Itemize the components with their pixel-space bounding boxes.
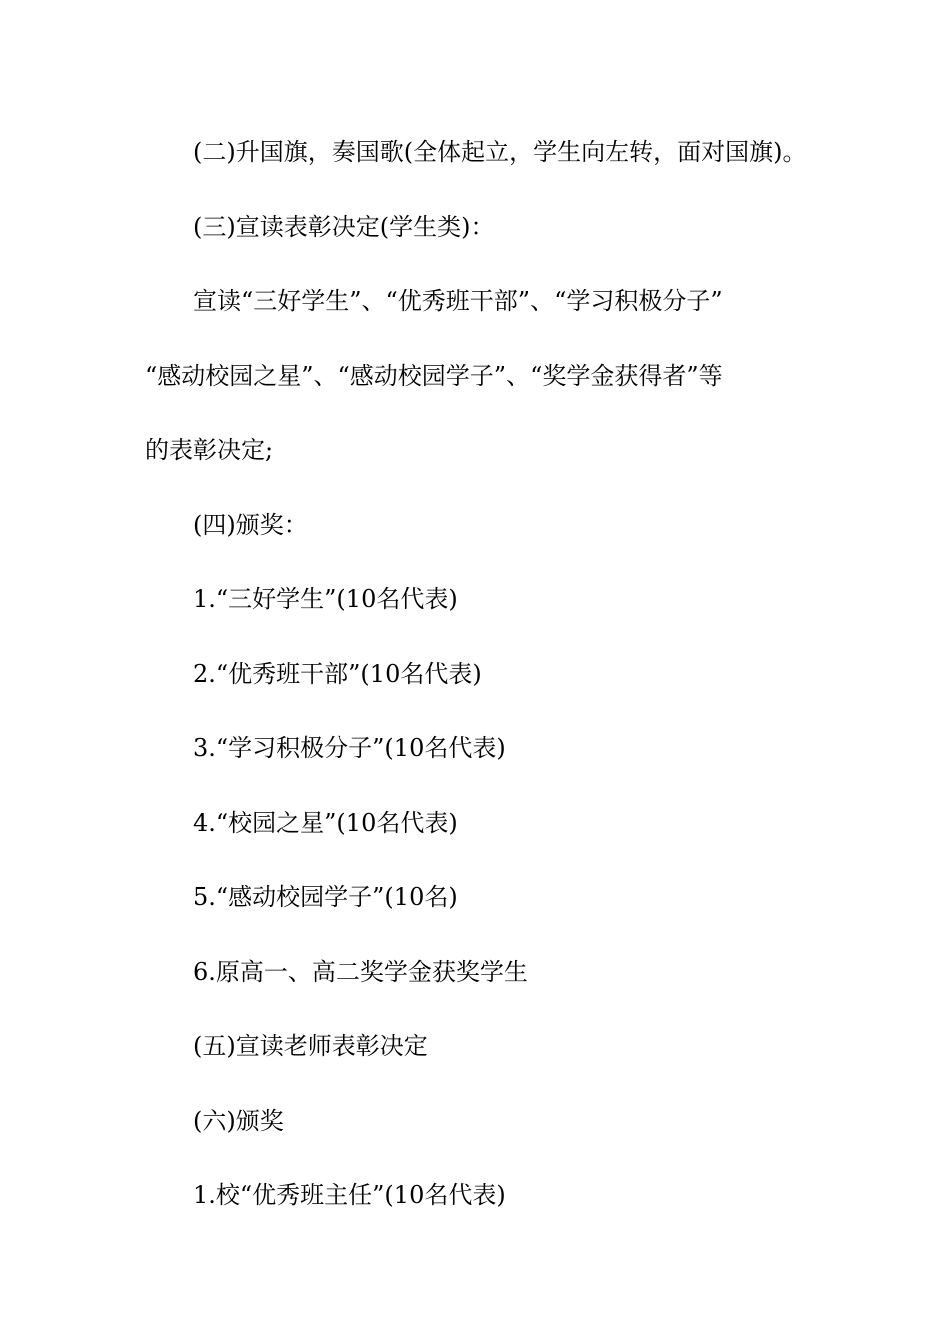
paragraph-announce-awards-line3: 的表彰决定; [145, 436, 274, 464]
paragraph-flag-ceremony: (二)升国旗，奏国歌(全体起立，学生向左转，面对国旗)。 [193, 138, 807, 166]
list-item-head-teachers: 1.校“优秀班主任”(10名代表) [193, 1181, 506, 1209]
paragraph-teacher-award-presentation: (六)颁奖 [193, 1107, 284, 1135]
list-item-campus-stars: 4.“校园之星”(10名代表) [193, 809, 458, 837]
paragraph-teacher-awards-heading: (五)宣读老师表彰决定 [193, 1032, 428, 1060]
paragraph-announce-awards-line1: 宣读“三好学生”、“优秀班干部”、“学习积极分子” [193, 287, 723, 315]
list-item-touching-students: 5.“感动校园学子”(10名) [193, 883, 458, 911]
paragraph-award-presentation-heading: (四)颁奖： [193, 511, 308, 539]
list-item-scholarship-winners: 6.原高一、高二奖学金获奖学生 [193, 958, 528, 986]
list-item-active-learners: 3.“学习积极分子”(10名代表) [193, 734, 506, 762]
list-item-merit-students: 1.“三好学生”(10名代表) [193, 585, 458, 613]
paragraph-student-awards-heading: (三)宣读表彰决定(学生类)： [193, 213, 495, 241]
paragraph-announce-awards-line2: “感动校园之星”、“感动校园学子”、“奖学金获得者”等 [145, 362, 723, 390]
list-item-class-cadres: 2.“优秀班干部”(10名代表) [193, 660, 482, 688]
